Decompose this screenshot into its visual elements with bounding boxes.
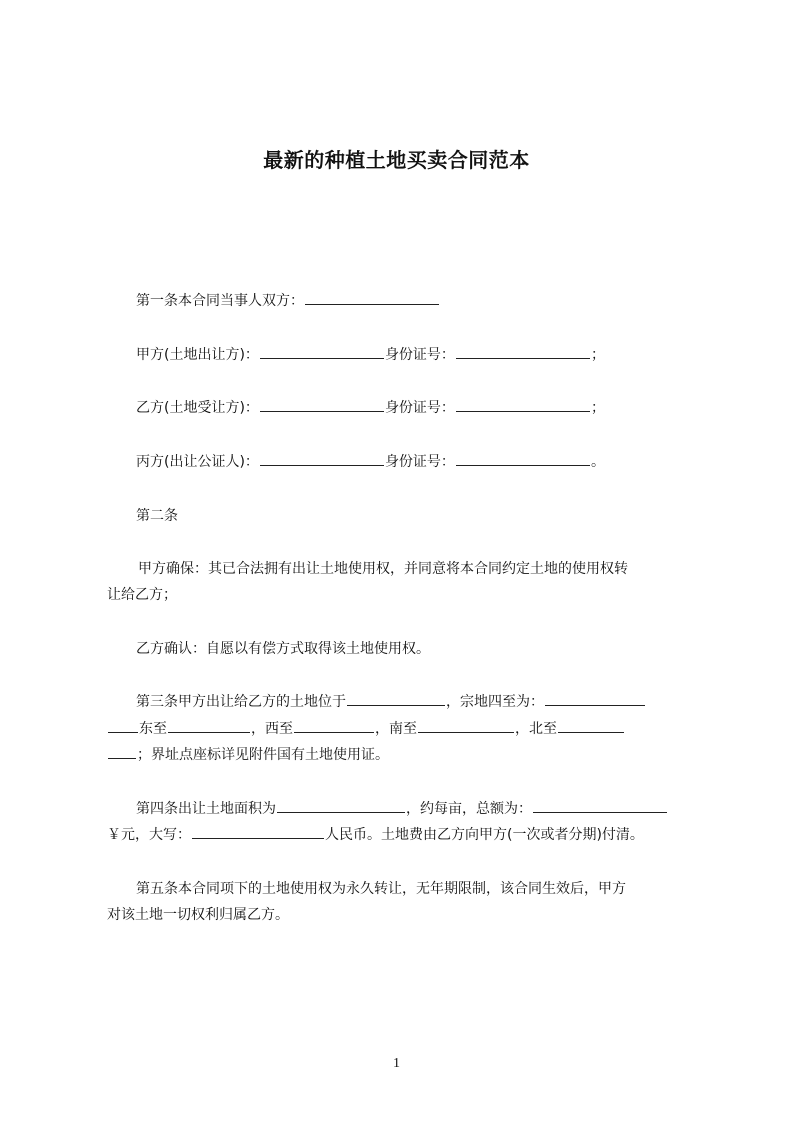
article3-line3	[107, 746, 389, 764]
party-a-line	[136, 346, 605, 364]
party-b-id-label: 身份证号：	[384, 400, 455, 416]
party-b-id-blank	[456, 399, 590, 412]
yuan-label: ￥元，大写：	[107, 827, 191, 843]
boundaries-blank	[545, 693, 645, 706]
party-b-line	[136, 399, 605, 417]
north-blank-cont	[108, 746, 136, 759]
north-blank	[558, 720, 624, 733]
page-number: 1	[393, 1056, 400, 1071]
south-blank	[418, 720, 514, 733]
total-label: ，约每亩，总额为：	[406, 801, 532, 817]
party-c-end: 。	[590, 454, 605, 470]
north-label: ，北至	[515, 721, 557, 737]
article3-location-label: 第三条甲方出让给乙方的土地位于	[136, 694, 346, 710]
area-blank	[277, 800, 405, 813]
party-c-line	[136, 453, 605, 471]
article4-line1	[136, 800, 668, 818]
party-c-label: 丙方(出让公证人)：	[136, 454, 259, 470]
east-blank	[168, 720, 250, 733]
west-blank	[294, 720, 374, 733]
party-b-label: 乙方(土地受让方)：	[136, 400, 259, 416]
article4-line2	[107, 826, 644, 844]
article3-boundaries-label: ，宗地四至为：	[446, 694, 544, 710]
article5-line1: 第五条本合同项下的土地使用权为永久转让，无年期限制，该合同生效后，甲方	[136, 881, 626, 897]
article5-line2: 对该土地一切权利归属乙方。	[107, 907, 289, 923]
land-location-blank	[347, 693, 445, 706]
document-title: 最新的种植土地买卖合同范本	[263, 148, 530, 172]
east-label: 东至	[139, 721, 167, 737]
article4-tail: 人民币。土地费由乙方向甲方(一次或者分期)付清。	[325, 827, 644, 843]
south-label: ，南至	[375, 721, 417, 737]
west-label: ，西至	[251, 721, 293, 737]
article2-p1-line2: 让给乙方；	[107, 587, 177, 603]
party-a-end: ；	[590, 347, 605, 363]
article2-heading: 第二条	[136, 508, 178, 524]
amount-in-words-blank	[192, 826, 324, 839]
party-b-end: ；	[590, 400, 605, 416]
party-c-id-blank	[456, 453, 590, 466]
party-a-id-label: 身份证号：	[384, 347, 455, 363]
article3-line2	[107, 720, 625, 738]
article1-heading: 第一条本合同当事人双方：	[136, 293, 304, 309]
boundaries-blank-cont	[108, 720, 138, 733]
area-label: 第四条出让土地面积为	[136, 801, 276, 817]
party-a-id-blank	[456, 346, 590, 359]
party-a-name-blank	[260, 346, 384, 359]
article2-p1-line1: 甲方确保：其已合法拥有出让土地使用权，并同意将本合同约定土地的使用权转	[138, 561, 628, 577]
article2-p2: 乙方确认：自愿以有偿方式取得该土地使用权。	[136, 641, 430, 657]
parties-blank	[305, 292, 439, 305]
total-amount-blank	[533, 800, 667, 813]
party-c-id-label: 身份证号：	[384, 454, 455, 470]
article1-heading-line	[136, 292, 440, 310]
party-c-name-blank	[260, 453, 384, 466]
article3-tail: ；界址点座标详见附件国有土地使用证。	[137, 747, 389, 763]
article3-line1	[136, 693, 646, 711]
party-a-label: 甲方(土地出让方)：	[136, 347, 259, 363]
party-b-name-blank	[260, 399, 384, 412]
